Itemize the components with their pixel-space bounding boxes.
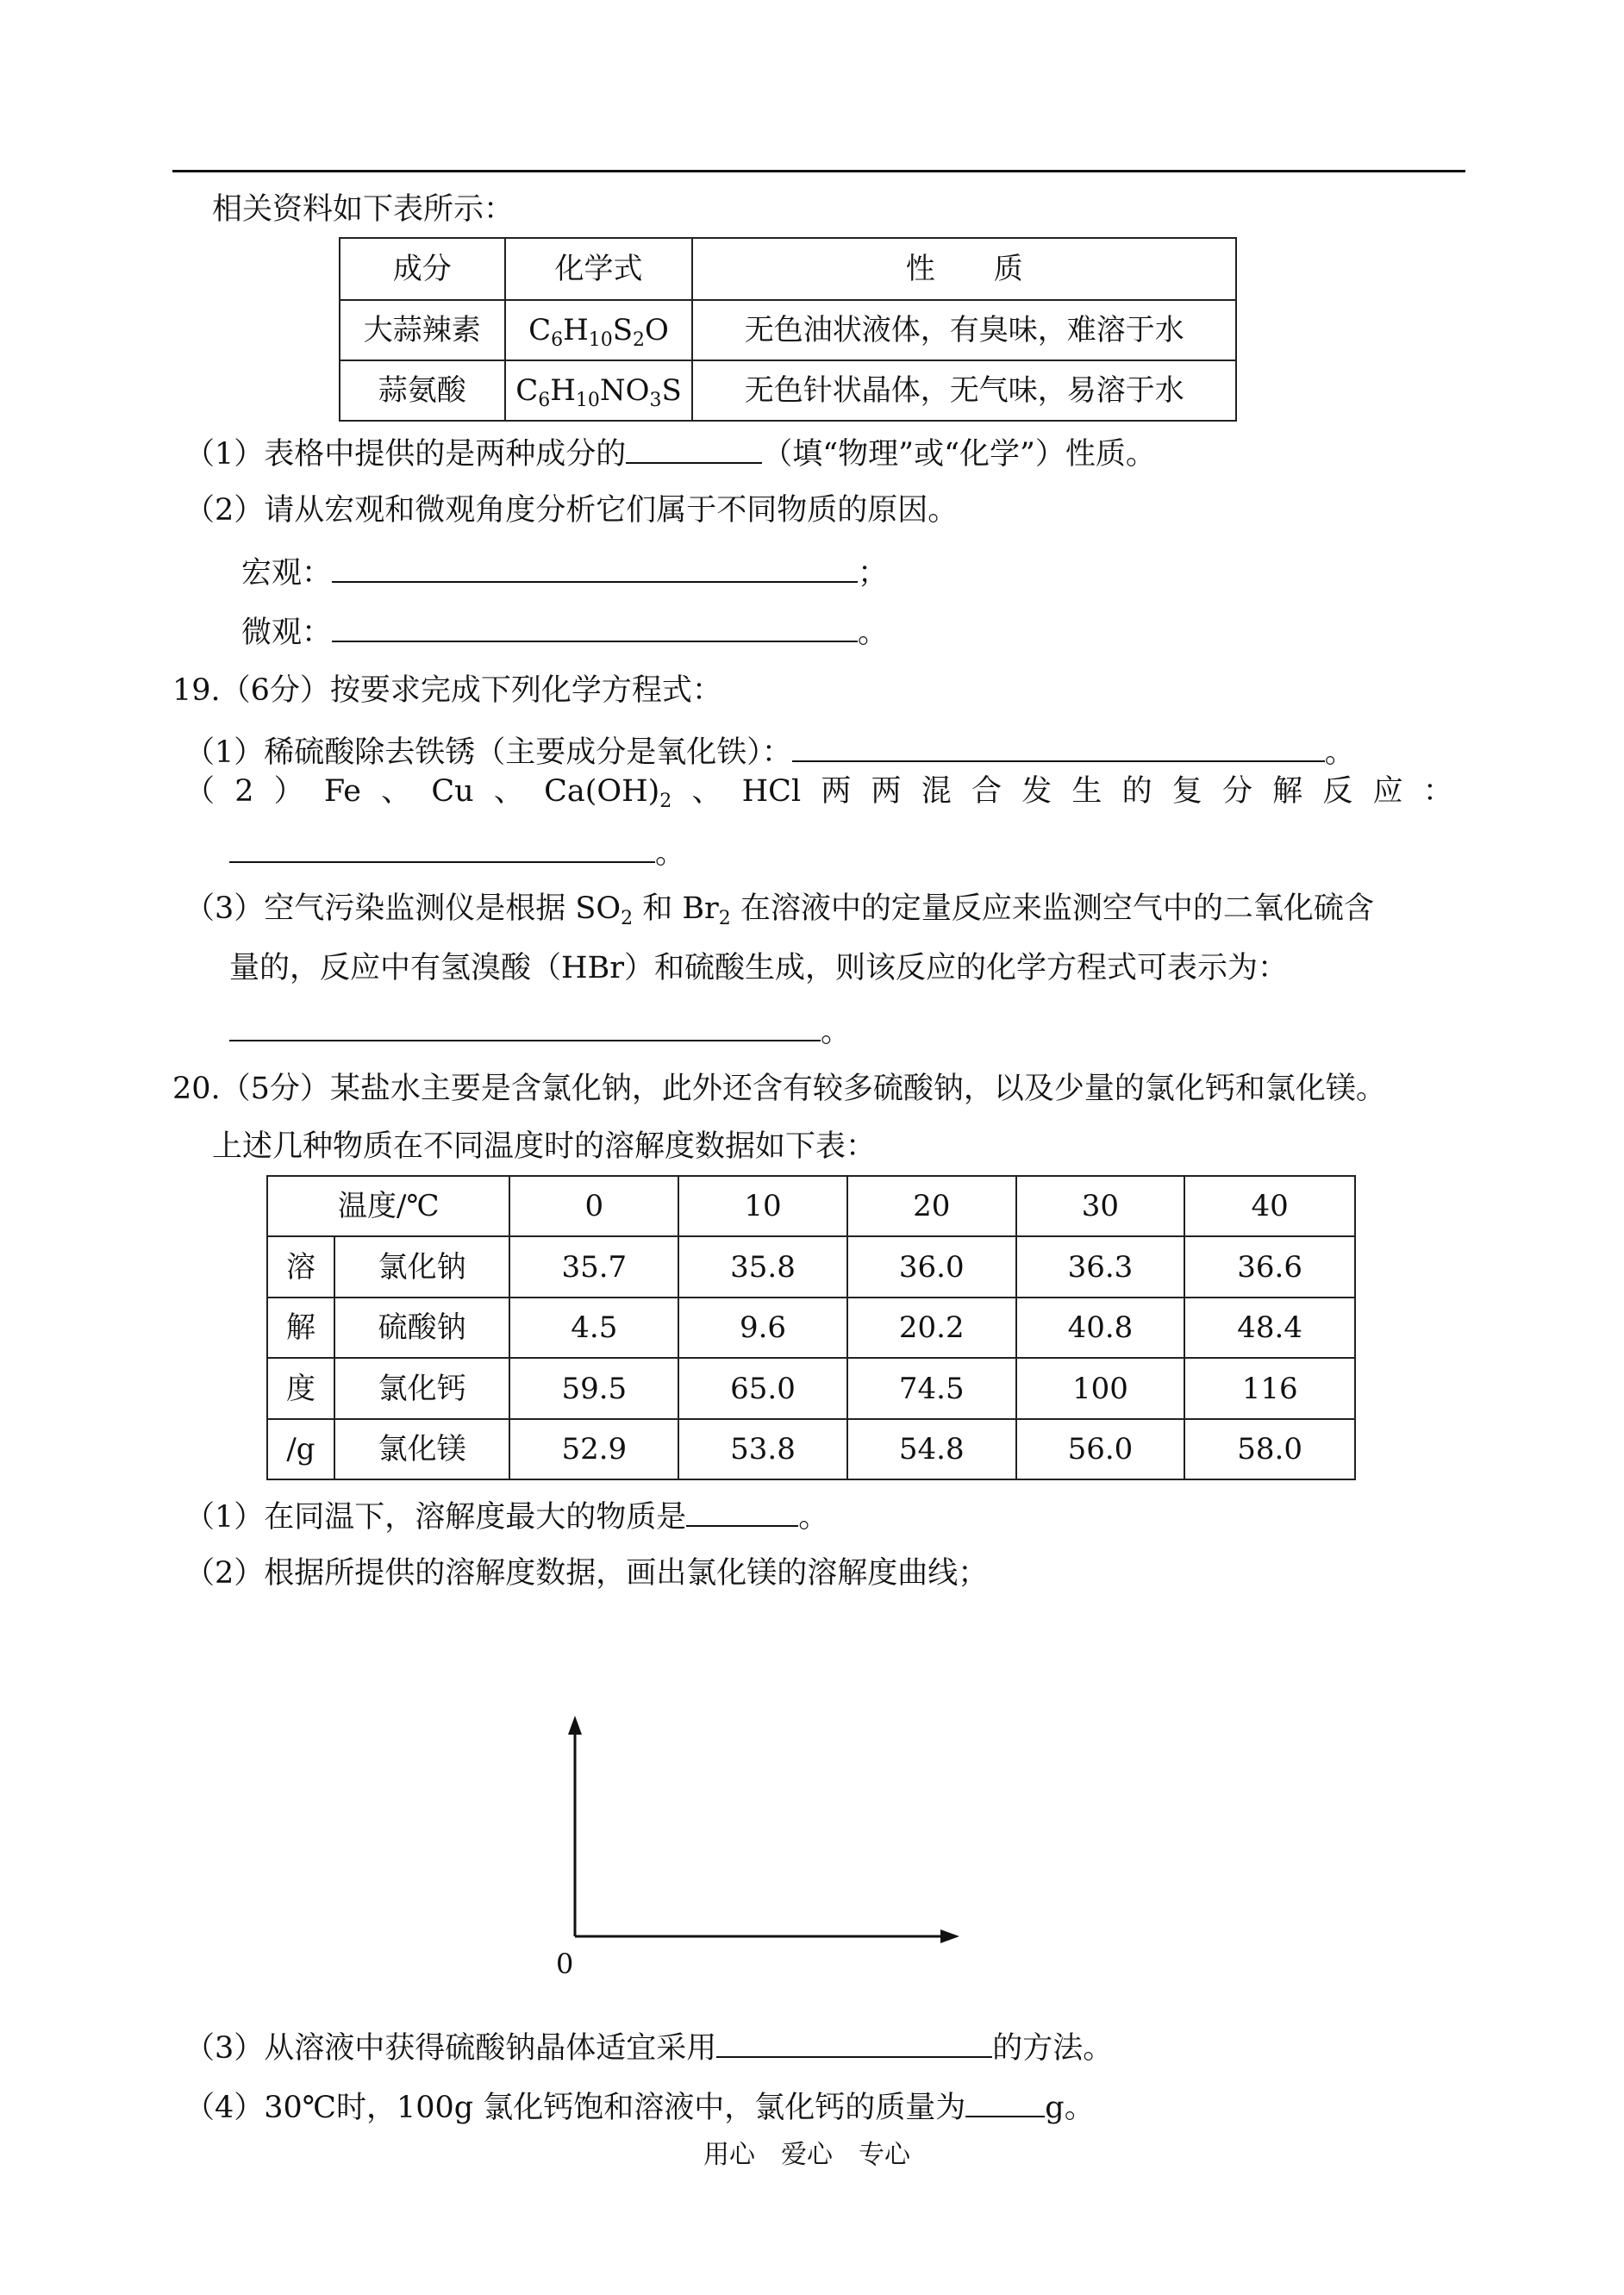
chemical-formula: $C_6H_{10}S_2O$ [505, 300, 693, 360]
solubility-value: 58.0 [1184, 1419, 1355, 1479]
substance-name: 氯化钙 [334, 1358, 510, 1419]
q19-part2: （ 2 ） Fe 、 Cu 、 $Ca(OH)_2$ 、 HCl 两 两 混 合 发 生 的 复 分 解 反 应 ： [184, 774, 1453, 812]
solubility-value: 40.8 [1016, 1298, 1185, 1358]
q20-part2: （2）根据所提供的溶解度数据，画出氯化镁的溶解度曲线； [184, 1556, 989, 1591]
table-row [267, 1358, 1355, 1419]
q18-part1: （1）表格中提供的是两种成分的 （填“物理”或“化学”）性质。 [184, 437, 1156, 472]
table-row [340, 360, 1236, 421]
table-header: 成分 [340, 238, 505, 300]
substance-name: 硫酸钠 [334, 1298, 510, 1358]
component-name: 大蒜辣素 [340, 300, 505, 360]
q20-part1: （1）在同温下，溶解度最大的物质是 。 [184, 1500, 829, 1535]
side-label-char: 度 [267, 1358, 334, 1419]
answer-blank[interactable] [332, 615, 858, 642]
table-row [267, 1236, 1355, 1298]
table-row [340, 300, 1236, 360]
side-label-char: /g [267, 1419, 334, 1479]
temperature-row [267, 1176, 1355, 1236]
q20-part3: （3）从溶液中获得硫酸钠晶体适宜采用 的方法。 [184, 2031, 1114, 2066]
temperature-header: 温度/℃ [267, 1176, 509, 1236]
solubility-value: 52.9 [509, 1419, 678, 1479]
answer-blank[interactable] [686, 1499, 798, 1527]
substance-name: 氯化镁 [334, 1419, 510, 1479]
q19-part3-line2: 量的，反应中有氢溴酸（HBr）和硫酸生成，则该反应的化学方程式可表示为： [229, 951, 1288, 985]
solubility-value: 35.7 [509, 1236, 678, 1298]
solubility-value: 116 [1184, 1358, 1355, 1419]
temperature-value: 40 [1184, 1176, 1355, 1236]
temperature-value: 30 [1016, 1176, 1185, 1236]
solubility-value: 48.4 [1184, 1298, 1355, 1358]
solubility-value: 36.3 [1016, 1236, 1185, 1298]
page-footer: 用心 爱心 专心 [703, 2140, 910, 2170]
table-row [267, 1419, 1355, 1479]
temperature-value: 20 [847, 1176, 1016, 1236]
answer-blank[interactable] [332, 555, 858, 583]
solubility-value: 100 [1016, 1358, 1185, 1419]
micro-line: 微观： 。 [241, 616, 889, 650]
solubility-value: 36.6 [1184, 1236, 1355, 1298]
solubility-value: 9.6 [678, 1298, 847, 1358]
q19-title: 19.（6分）按要求完成下列化学方程式： [172, 673, 722, 708]
component-property: 无色针状晶体，无气味，易溶于水 [692, 360, 1236, 421]
solubility-value: 36.0 [847, 1236, 1016, 1298]
x-axis-arrow-icon [940, 1929, 959, 1943]
composition-table [339, 237, 1237, 422]
q19-part2-answer: 。 [229, 835, 685, 869]
table-header: 性 质 [692, 238, 1236, 300]
q20-part4: （4）30℃时，100g 氯化钙饱和溶液中，氯化钙的质量为 g。 [184, 2091, 1095, 2125]
solubility-value: 74.5 [847, 1358, 1016, 1419]
header-rule [172, 170, 1465, 172]
q19-part3-line1: （3）空气污染监测仪是根据 $SO_2$ 和 $Br_2$ 在溶液中的定量反应来监测空气中的二氧化硫含 [184, 891, 1374, 929]
table-row [267, 1298, 1355, 1358]
solubility-value: 59.5 [509, 1358, 678, 1419]
answer-blank[interactable] [626, 436, 762, 464]
q19-part3-answer: 。 [229, 1014, 851, 1047]
solubility-value: 54.8 [847, 1419, 1016, 1479]
solubility-value: 35.8 [678, 1236, 847, 1298]
answer-blank[interactable] [965, 2090, 1045, 2117]
origin-label: 0 [556, 1948, 574, 1980]
side-label-char: 溶 [267, 1236, 334, 1298]
table-header: 化学式 [505, 238, 693, 300]
solubility-value: 53.8 [678, 1419, 847, 1479]
chemical-formula: $C_6H_{10}NO_3S$ [505, 360, 693, 421]
solubility-curve-axes[interactable] [552, 1707, 965, 1966]
side-label-char: 解 [267, 1298, 334, 1358]
table-header-row [340, 238, 1236, 300]
substance-name: 氯化钠 [334, 1236, 510, 1298]
component-property: 无色油状液体，有臭味，难溶于水 [692, 300, 1236, 360]
q20-subtitle: 上述几种物质在不同温度时的溶解度数据如下表： [212, 1129, 877, 1164]
answer-blank[interactable] [792, 735, 1325, 762]
q18-part2: （2）请从宏观和微观角度分析它们属于不同物质的原因。 [184, 493, 959, 528]
y-axis-arrow-icon [568, 1716, 582, 1735]
solubility-table [266, 1175, 1356, 1480]
q19-part1: （1）稀硫酸除去铁锈（主要成分是氧化铁）： 。 [184, 735, 1355, 770]
answer-blank[interactable] [716, 2030, 992, 2058]
solubility-value: 65.0 [678, 1358, 847, 1419]
q20-title: 20.（5分）某盐水主要是含氯化钠，此外还含有较多硫酸钠，以及少量的氯化钙和氯化镁。 [172, 1072, 1386, 1106]
macro-line: 宏观： ； [241, 556, 889, 591]
intro-text: 相关资料如下表所示： [212, 192, 515, 227]
solubility-value: 20.2 [847, 1298, 1016, 1358]
solubility-value: 56.0 [1016, 1419, 1185, 1479]
temperature-value: 0 [509, 1176, 678, 1236]
answer-blank[interactable] [229, 835, 655, 863]
temperature-value: 10 [678, 1176, 847, 1236]
answer-blank[interactable] [229, 1014, 821, 1041]
solubility-value: 4.5 [509, 1298, 678, 1358]
component-name: 蒜氨酸 [340, 360, 505, 421]
